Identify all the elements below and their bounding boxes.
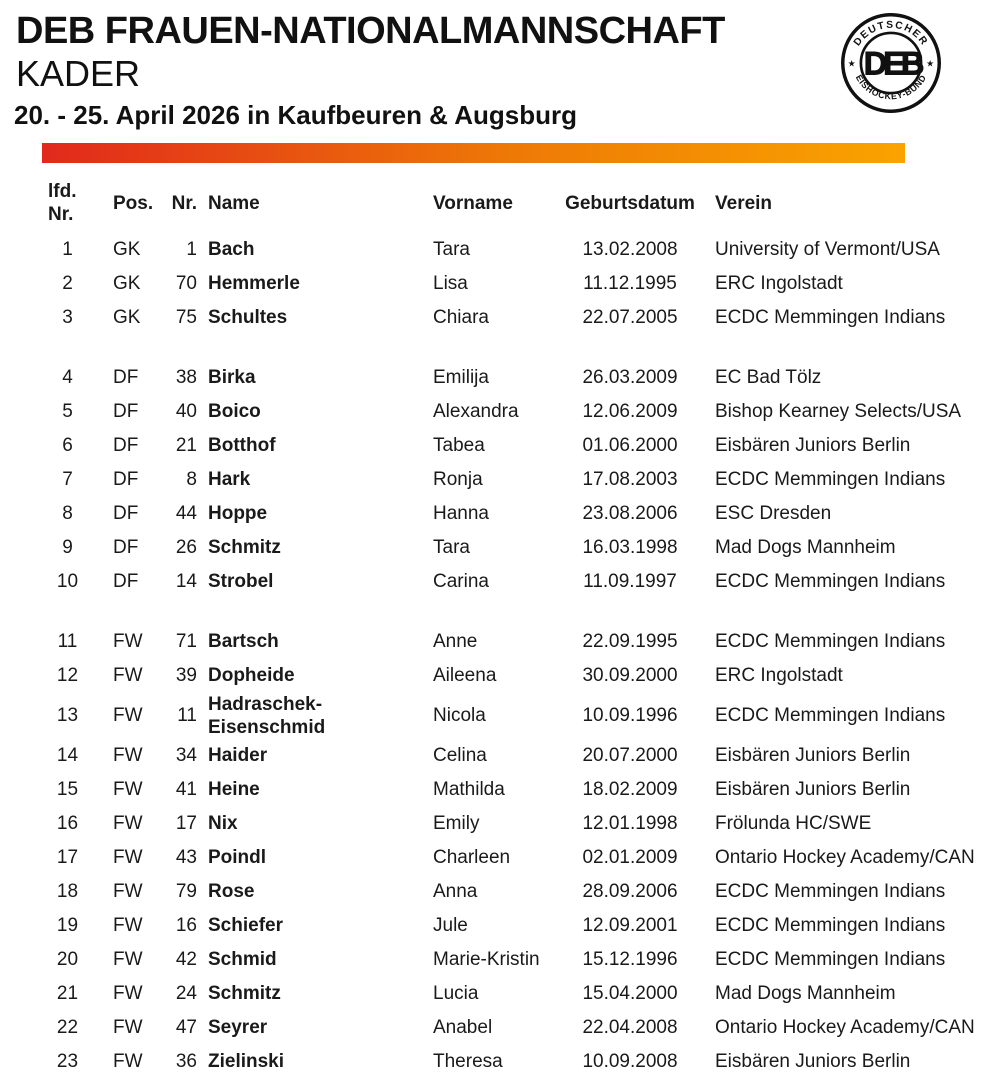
table-row [40,841,975,875]
cell-verein: Bishop Kearney Selects/USA [715,400,962,422]
cell-geburtsdatum: 15.12.1996 [582,948,678,970]
cell-pos: DF [113,536,139,558]
table-row [40,977,975,1011]
cell-verein: ERC Ingolstadt [715,664,843,686]
cell-geburtsdatum: 22.09.1995 [582,630,678,652]
cell-pos: DF [113,502,139,524]
roster-table-body [40,233,975,1079]
cell-verein: Eisbären Juniors Berlin [715,1050,911,1072]
group-spacer-row [40,335,975,361]
cell-jersey-nr: 17 [175,812,197,834]
cell-geburtsdatum: 12.01.1998 [582,812,678,834]
cell-vorname: Charleen [433,846,511,868]
cell-name: Bach [208,238,255,260]
document-header [0,0,999,131]
roster-table [40,171,975,1079]
cell-name: Birka [208,366,256,388]
cell-lfd-nr: 14 [56,744,79,766]
table-row [40,807,975,841]
cell-geburtsdatum: 11.09.1997 [583,570,677,592]
cell-vorname: Mathilda [433,778,505,800]
cell-pos: DF [113,570,139,592]
cell-vorname: Nicola [433,704,486,726]
cell-geburtsdatum: 22.07.2005 [582,306,678,328]
cell-lfd-nr: 15 [56,778,79,800]
cell-pos: DF [113,468,139,490]
col-header-verein: Verein [715,192,773,214]
cell-geburtsdatum: 13.02.2008 [582,238,678,260]
cell-pos: FW [113,630,143,652]
table-row [40,301,975,335]
cell-name: Haider [208,745,268,767]
cell-jersey-nr: 24 [175,982,197,1004]
cell-verein: Eisbären Juniors Berlin [715,778,911,800]
cell-pos: FW [113,744,143,766]
cell-vorname: Anna [433,880,478,902]
cell-lfd-nr: 22 [56,1016,79,1038]
cell-geburtsdatum: 16.03.1998 [582,536,678,558]
cell-name: Schmitz [208,983,281,1005]
table-row [40,267,975,301]
col-header-lfd-line1: lfd. [48,180,77,202]
cell-vorname: Emilija [433,366,489,388]
cell-verein: Mad Dogs Mannheim [715,982,896,1004]
cell-vorname: Anabel [433,1016,493,1038]
table-row [40,463,975,497]
cell-name: Bartsch [208,630,279,652]
cell-name: Strobel [208,570,274,592]
cell-geburtsdatum: 28.09.2006 [582,880,678,902]
group-spacer-row [40,599,975,625]
cell-vorname: Tara [433,536,470,558]
cell-jersey-nr: 8 [186,468,197,490]
table-header-row [40,171,975,233]
table-row [40,429,975,463]
cell-geburtsdatum: 10.09.2008 [582,1050,678,1072]
deb-logo-graphic [839,12,943,114]
cell-name: Schmid [208,949,277,971]
cell-lfd-nr: 18 [56,880,79,902]
logo-top-text: DEUTSCHER [852,19,930,49]
cell-verein: Ontario Hockey Academy/CAN [715,1016,975,1038]
cell-jersey-nr: 38 [175,366,197,388]
cell-vorname: Marie-Kristin [433,948,540,970]
cell-jersey-nr: 71 [175,630,197,652]
cell-lfd-nr: 16 [56,812,79,834]
table-row [40,361,975,395]
cell-lfd-nr: 21 [56,982,79,1004]
cell-jersey-nr: 42 [175,948,197,970]
cell-verein: EC Bad Tölz [715,366,822,388]
deb-logo [839,12,943,114]
logo-star-left-icon: ★ [847,58,856,69]
cell-geburtsdatum: 01.06.2000 [582,434,678,456]
cell-lfd-nr: 19 [56,914,79,936]
cell-geburtsdatum: 02.01.2009 [582,846,678,868]
cell-lfd-nr: 1 [62,238,73,260]
cell-lfd-nr: 23 [56,1050,79,1072]
cell-name: Schiefer [208,915,283,937]
cell-pos: FW [113,778,143,800]
cell-vorname: Tabea [433,434,485,456]
cell-name: Hadraschek-Eisenschmid [208,693,326,738]
cell-lfd-nr: 5 [62,400,73,422]
col-header-pos: Pos. [113,192,154,214]
cell-jersey-nr: 11 [177,704,197,726]
cell-jersey-nr: 34 [175,744,197,766]
table-row [40,875,975,909]
cell-verein: Ontario Hockey Academy/CAN [715,846,975,868]
cell-name: Schultes [208,306,288,328]
table-row [40,943,975,977]
cell-pos: FW [113,664,143,686]
cell-geburtsdatum: 12.06.2009 [582,400,678,422]
cell-lfd-nr: 3 [62,306,73,328]
cell-lfd-nr: 4 [62,366,73,388]
cell-verein: ECDC Memmingen Indians [715,914,946,936]
cell-lfd-nr: 7 [62,468,73,490]
cell-pos: GK [113,272,141,294]
table-row [40,497,975,531]
cell-pos: DF [113,434,139,456]
col-header-geburtsdatum: Geburtsdatum [565,192,695,214]
cell-name: Rose [208,881,255,903]
cell-geburtsdatum: 20.07.2000 [582,744,678,766]
table-row [40,233,975,267]
cell-geburtsdatum: 18.02.2009 [582,778,678,800]
cell-vorname: Chiara [433,306,489,328]
cell-vorname: Emily [433,812,480,834]
cell-verein: Frölunda HC/SWE [715,812,872,834]
cell-lfd-nr: 12 [56,664,79,686]
cell-lfd-nr: 8 [62,502,73,524]
cell-vorname: Lisa [433,272,468,294]
cell-jersey-nr: 39 [175,664,197,686]
cell-vorname: Ronja [433,468,483,490]
cell-verein: ECDC Memmingen Indians [715,948,946,970]
cell-verein: Mad Dogs Mannheim [715,536,896,558]
cell-name: Hoppe [208,502,268,524]
cell-pos: DF [113,366,139,388]
cell-jersey-nr: 26 [175,536,197,558]
cell-verein: ESC Dresden [715,502,832,524]
cell-verein: ECDC Memmingen Indians [715,704,946,726]
gradient-divider-bar [42,143,905,163]
cell-jersey-nr: 40 [175,400,197,422]
logo-bottom-text: EISHOCKEY-BUND [853,72,929,102]
logo-star-right-icon: ★ [926,58,935,69]
cell-name: Zielinski [208,1051,285,1073]
cell-jersey-nr: 75 [175,306,197,328]
cell-lfd-nr: 2 [62,272,73,294]
table-row [40,565,975,599]
cell-pos: GK [113,238,141,260]
cell-jersey-nr: 14 [175,570,197,592]
cell-name: Hark [208,468,251,490]
cell-jersey-nr: 36 [175,1050,197,1072]
col-header-vorname: Vorname [433,192,513,214]
cell-pos: GK [113,306,141,328]
cell-name: Heine [208,779,260,801]
cell-pos: FW [113,982,143,1004]
cell-name: Poindl [208,847,267,869]
cell-geburtsdatum: 15.04.2000 [582,982,678,1004]
col-header-nr: Nr. [171,192,197,214]
title-block [16,10,725,131]
table-row [40,739,975,773]
table-row [40,625,975,659]
cell-geburtsdatum: 30.09.2000 [582,664,678,686]
cell-jersey-nr: 16 [175,914,197,936]
cell-vorname: Alexandra [433,400,519,422]
cell-pos: FW [113,914,143,936]
cell-name: Dopheide [208,664,295,686]
table-row [40,909,975,943]
col-header-lfd-line2: Nr. [48,203,74,225]
col-header-lfd-nr [40,171,95,233]
cell-name: Boico [208,400,261,422]
col-header-name: Name [208,192,260,214]
cell-jersey-nr: 79 [175,880,197,902]
cell-name: Schmitz [208,536,281,558]
cell-verein: Eisbären Juniors Berlin [715,744,911,766]
cell-verein: University of Vermont/USA [715,238,940,260]
cell-vorname: Jule [433,914,468,936]
cell-pos: FW [113,846,143,868]
cell-geburtsdatum: 22.04.2008 [582,1016,678,1038]
cell-verein: ECDC Memmingen Indians [715,880,946,902]
cell-vorname: Lucia [433,982,479,1004]
cell-lfd-nr: 17 [56,846,79,868]
cell-lfd-nr: 11 [57,630,78,652]
event-date-location: 20. - 25. April 2026 in Kaufbeuren & Augsburg [14,99,577,130]
cell-name: Seyrer [208,1017,268,1039]
cell-jersey-nr: 43 [175,846,197,868]
cell-geburtsdatum: 26.03.2009 [582,366,678,388]
cell-vorname: Tara [433,238,470,260]
cell-name: Nix [208,813,238,835]
cell-pos: FW [113,1016,143,1038]
cell-pos: FW [113,704,143,726]
cell-pos: FW [113,880,143,902]
cell-geburtsdatum: 17.08.2003 [582,468,678,490]
cell-vorname: Hanna [433,502,489,524]
cell-vorname: Carina [433,570,489,592]
cell-jersey-nr: 41 [175,778,197,800]
cell-verein: ECDC Memmingen Indians [715,306,946,328]
cell-lfd-nr: 20 [56,948,79,970]
cell-lfd-nr: 6 [62,434,73,456]
cell-geburtsdatum: 11.12.1995 [583,272,677,294]
cell-jersey-nr: 44 [175,502,197,524]
cell-pos: FW [113,948,143,970]
cell-pos: FW [113,1050,143,1072]
cell-jersey-nr: 21 [175,434,197,456]
table-row [40,659,975,693]
cell-pos: FW [113,812,143,834]
cell-verein: ECDC Memmingen Indians [715,570,946,592]
cell-lfd-nr: 10 [56,570,79,592]
cell-vorname: Theresa [433,1050,503,1072]
cell-vorname: Celina [433,744,487,766]
page-title: DEB FRAUEN-NATIONALMANNSCHAFT [16,10,725,52]
table-row [40,395,975,429]
cell-verein: ECDC Memmingen Indians [715,468,946,490]
cell-geburtsdatum: 12.09.2001 [582,914,678,936]
cell-pos: DF [113,400,139,422]
cell-lfd-nr: 13 [56,704,79,726]
cell-verein: ECDC Memmingen Indians [715,630,946,652]
cell-verein: Eisbären Juniors Berlin [715,434,911,456]
cell-jersey-nr: 70 [175,272,197,294]
table-row [40,693,975,739]
cell-verein: ERC Ingolstadt [715,272,843,294]
logo-monogram: DEB [863,44,921,82]
table-row [40,531,975,565]
cell-geburtsdatum: 10.09.1996 [582,704,678,726]
table-row [40,773,975,807]
page-subtitle: KADER [16,52,141,94]
cell-name: Botthof [208,434,276,456]
cell-jersey-nr: 1 [186,238,197,260]
cell-geburtsdatum: 23.08.2006 [582,502,678,524]
cell-jersey-nr: 47 [175,1016,197,1038]
cell-name: Hemmerle [208,272,300,294]
cell-lfd-nr: 9 [62,536,73,558]
cell-vorname: Aileena [433,664,497,686]
cell-vorname: Anne [433,630,478,652]
table-row [40,1011,975,1045]
